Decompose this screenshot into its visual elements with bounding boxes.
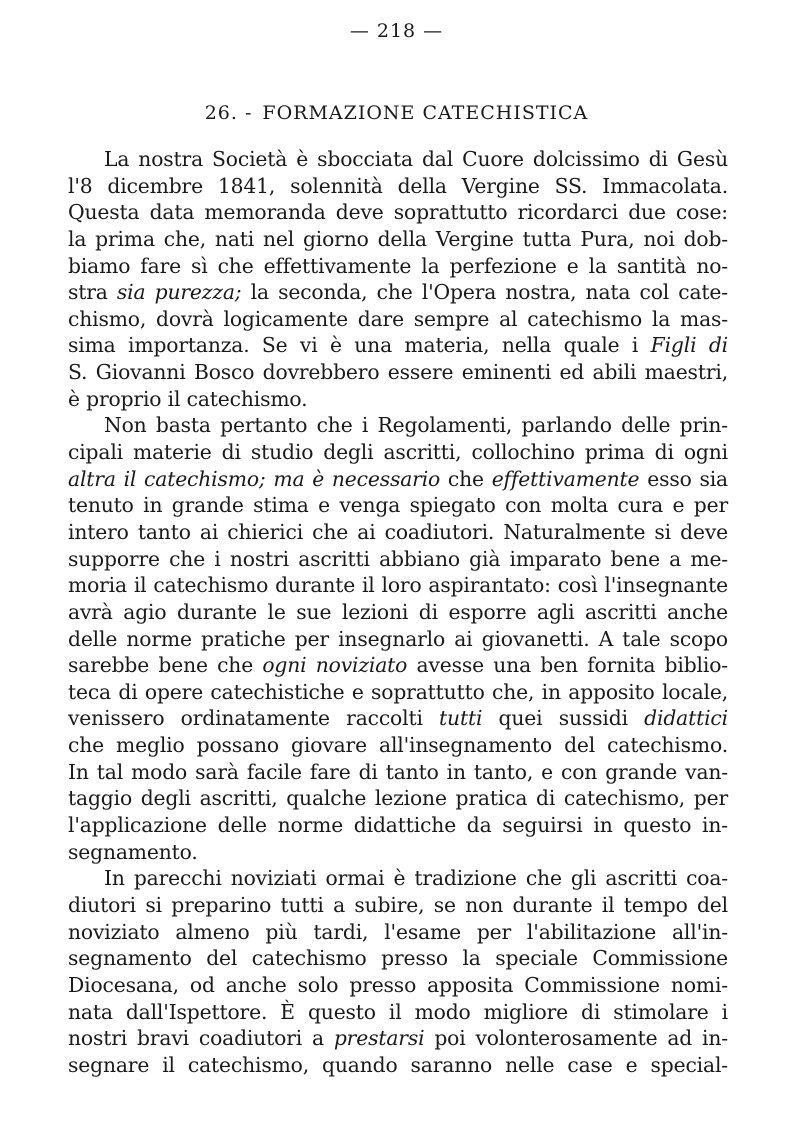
text-segment: nostri bravi coadiutori a (68, 1026, 334, 1051)
text-segment: quei sussidi (482, 706, 645, 731)
text-line: In tal modo sarà facile fare di tanto in tanto, e con grande van- (68, 759, 728, 784)
text-line: cipali materie di studio degli ascritti, collochino prima di ogni (68, 440, 728, 465)
text-line: teca di opere catechistiche e soprattutto che, in apposito locale, (68, 679, 728, 704)
italic-text: didattici (644, 706, 728, 731)
text-segment: poi volonterosamente ad in- (424, 1026, 728, 1051)
body-text (68, 146, 728, 1078)
text-line: che meglio possano giovare all'insegnamento del catechismo. (68, 733, 728, 758)
text-line: l'8 dicembre 1841, solennità della Vergine SS. Immacolata. (68, 173, 728, 198)
page-number: — 218 — (349, 20, 444, 42)
text-line: intero tanto ai chierici che ai coadiutori. Naturalmente si deve (68, 519, 728, 544)
text-line: Diocesana, od anche solo presso apposita Commissione nomi- (68, 972, 728, 997)
italic-text: sia purezza; (116, 280, 242, 305)
paragraph (68, 865, 728, 1078)
text-line: l'applicazione delle norme didattiche da seguirsi in questo in- (68, 813, 728, 838)
text-line (68, 466, 728, 493)
text-line: S. Giovanni Bosco dovrebbero essere eminenti ed abili maestri, (68, 360, 728, 385)
section-title: FORMAZIONE CATECHISTICA (262, 102, 589, 124)
text-line: avrà agio durante le sue lezioni di esporre agli ascritti anche (68, 599, 728, 624)
italic-text: effettivamente (491, 466, 640, 491)
text-line: tenuto in grande stima e venga spiegato con molta cura e per (68, 493, 728, 518)
text-segment: venissero ordinatamente raccolti (68, 706, 440, 731)
text-line: è proprio il catechismo. (68, 386, 308, 411)
text-segment: stra (68, 280, 117, 305)
text-segment: sima importanza. Se vi è una materia, nella quale i (68, 333, 651, 358)
text-line (68, 705, 728, 732)
text-line: In parecchi noviziati ormai è tradizione che gli ascritti coa- (104, 866, 728, 891)
text-line: diutori si preparino tutti a subire, se non durante il tempo del (68, 892, 728, 917)
section-number: 26. - (204, 102, 253, 124)
italic-text: tutti (439, 706, 483, 731)
text-line (68, 1025, 728, 1052)
text-line: segnamento del catechismo presso la speciale Commissione (68, 946, 728, 971)
text-line: segnare il catechismo, quando saranno nelle case e special- (68, 1052, 728, 1077)
paragraph (68, 412, 728, 865)
text-segment: che (440, 466, 492, 491)
text-segment: la seconda, che l'Opera nostra, nata col cate- (241, 280, 728, 305)
text-line: chismo, dovrà logicamente dare sempre al catechismo la mas- (68, 306, 728, 331)
italic-text: altra il catechismo; ma è necessario (68, 466, 441, 491)
text-line: taggio degli ascritti, qualche lezione pratica di catechismo, per (68, 786, 728, 811)
text-line: biamo fare sì che effettivamente la perfezione e la santità no- (68, 253, 728, 278)
italic-text: prestarsi (333, 1026, 425, 1051)
text-line: Questa data memoranda deve soprattutto ricordarci due cose: (68, 200, 728, 225)
italic-text: Figli di (650, 333, 729, 358)
text-line: noviziato almeno più tardi, l'esame per l'abilitazione all'in- (68, 919, 728, 944)
text-line: Non basta pertanto che i Regolamenti, parlando delle prin- (104, 413, 728, 438)
text-line: segnamento. (68, 839, 198, 864)
text-line (68, 652, 728, 679)
italic-text: ogni noviziato (262, 653, 408, 678)
text-segment: avesse una ben fornita biblio- (407, 653, 728, 678)
text-line: supporre che i nostri ascritti abbiano già imparato bene a me- (68, 546, 728, 571)
section-heading (0, 102, 793, 124)
paragraph (68, 146, 728, 412)
text-line: delle norme pratiche per insegnarlo ai giovanetti. A tale scopo (68, 626, 728, 651)
text-line (68, 279, 728, 306)
text-line: nata dall'Ispettore. È questo il modo migliore di stimolare i (68, 999, 728, 1024)
text-line: la prima che, nati nel giorno della Vergine tutta Pura, noi dob- (68, 226, 728, 251)
text-segment: esso sia (639, 466, 728, 491)
text-line (68, 332, 728, 359)
text-line: La nostra Società è sbocciata dal Cuore dolcissimo di Gesù (104, 147, 728, 171)
text-segment: sarebbe bene che (68, 653, 263, 678)
text-line: moria il catechismo durante il loro aspirantato: così l'insegnante (68, 573, 728, 598)
